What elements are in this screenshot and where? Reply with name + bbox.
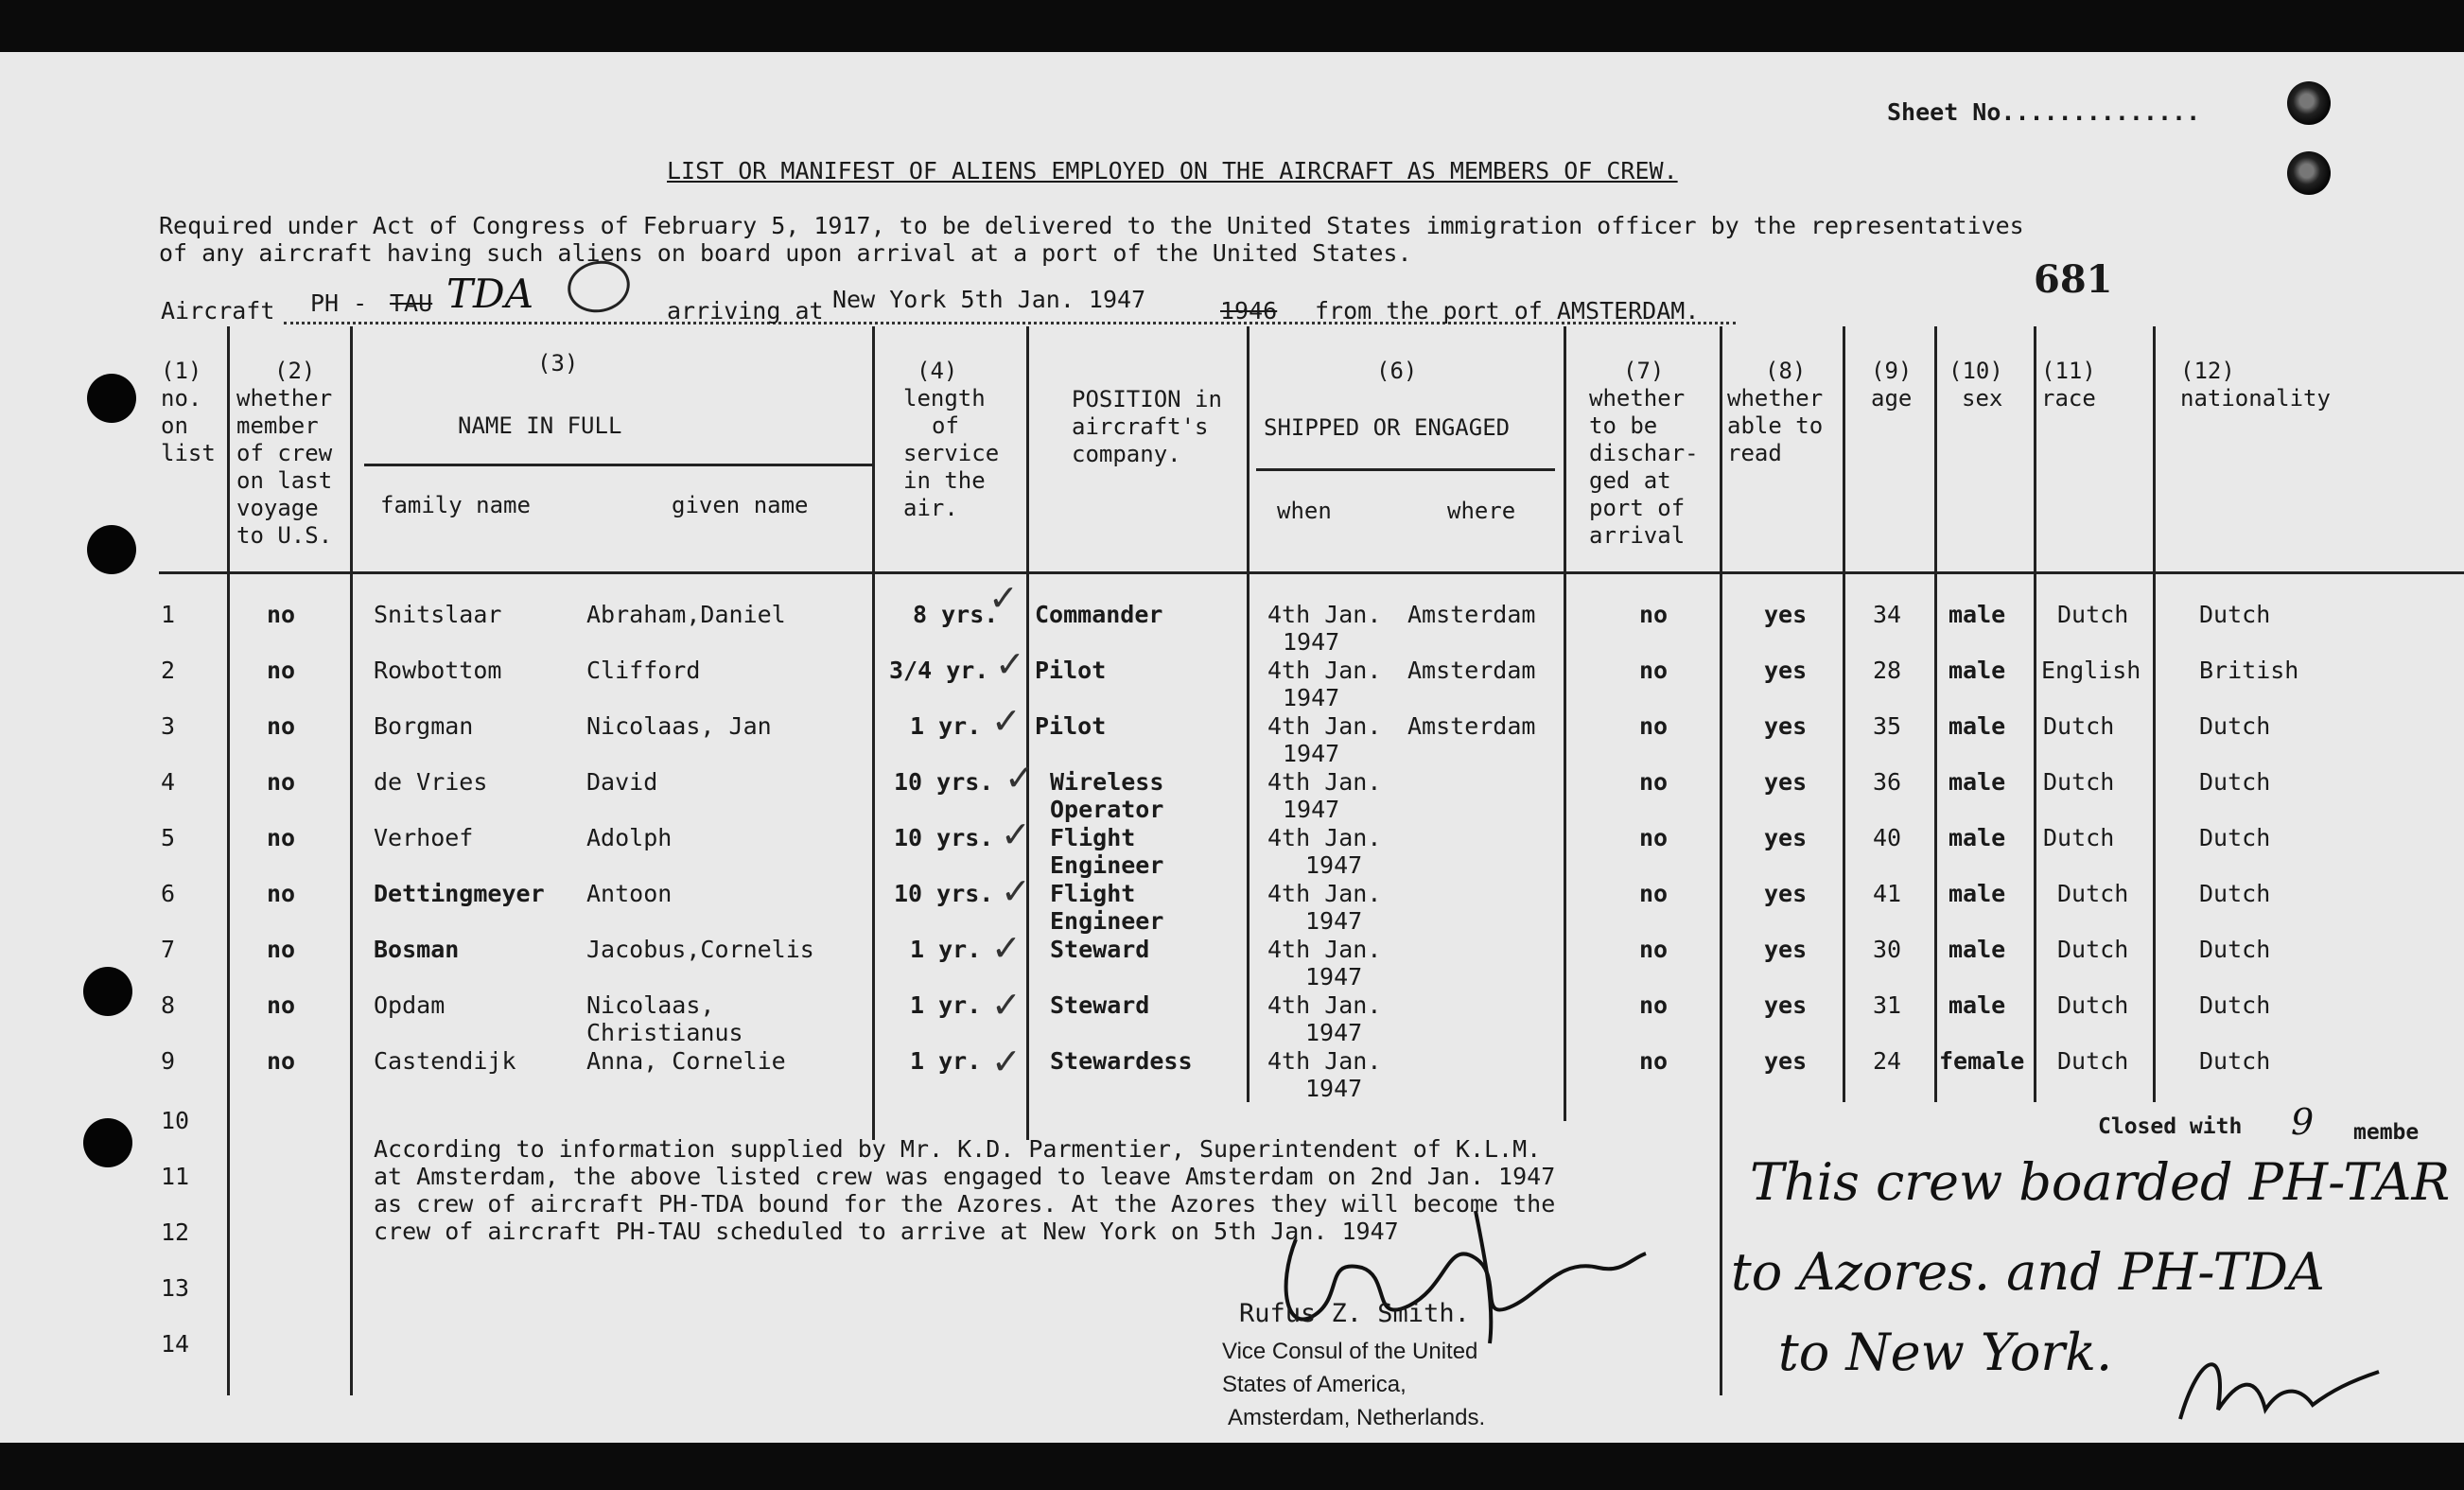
able-to-read: yes: [1764, 657, 1808, 684]
discharged: no: [1639, 880, 1669, 907]
able-to-read: yes: [1764, 1047, 1808, 1075]
row-number: 12: [161, 1218, 190, 1246]
check-mark-icon: ✓: [995, 643, 1025, 685]
service-length: 10 yrs.: [894, 880, 994, 907]
service-length: 10 yrs.: [894, 824, 994, 851]
family-name: Dettingmeyer: [374, 880, 545, 907]
service-length: 3/4 yr.: [889, 657, 989, 684]
family-name: Borgman: [374, 712, 474, 740]
service-length: 1 yr.: [910, 712, 982, 740]
engaged-year: 1947: [1283, 740, 1340, 767]
engaged-when: 4th Jan.: [1267, 880, 1382, 907]
service-length: 8 yrs.: [913, 601, 999, 628]
signer-name: Rufus Z. Smith.: [1239, 1299, 1470, 1328]
check-mark-icon: ✓: [991, 927, 1022, 969]
check-mark-icon: ✓: [991, 1041, 1022, 1082]
punch-hole: [87, 374, 136, 423]
arriving-value: New York 5th Jan. 1947: [832, 286, 1146, 313]
table-row: [0, 1047, 2464, 1103]
nationality: Dutch: [2199, 712, 2271, 740]
col3-family: family name: [380, 492, 531, 518]
table-row: [0, 824, 2464, 880]
discharged: no: [1639, 936, 1669, 963]
service-length: 1 yr.: [910, 936, 982, 963]
nationality: Dutch: [2199, 824, 2271, 851]
engaged-year: 1947: [1305, 963, 1363, 990]
engaged-year: 1947: [1283, 684, 1340, 711]
engaged-when: 4th Jan.: [1267, 824, 1382, 851]
given-name: Adolph: [586, 824, 673, 851]
age: 28: [1873, 657, 1902, 684]
engaged-where: Amsterdam: [1407, 601, 1536, 628]
col7-header: (7) whether to be dischar- ged at port of arrival: [1589, 358, 1699, 549]
note-line-3: as crew of aircraft PH-TDA bound for the Azores. At the Azores they will become the: [374, 1190, 1556, 1218]
sex: male: [1948, 657, 2006, 684]
col1-header: (1) no. on list: [161, 358, 216, 466]
check-mark-icon: ✓: [1001, 870, 1031, 912]
intro-line-2: of any aircraft having such aliens on board upon arrival at a port of the United States.: [159, 239, 1412, 267]
closed-with-count: 9: [2291, 1101, 2315, 1143]
service-length: 1 yr.: [910, 1047, 982, 1075]
position: Steward: [1050, 936, 1150, 963]
prev-voyage: no: [267, 880, 296, 907]
punch-hole: [83, 1118, 132, 1167]
engaged-year: 1947: [1305, 907, 1363, 935]
able-to-read: yes: [1764, 880, 1808, 907]
sex: male: [1948, 601, 2006, 628]
closed-with-suffix: membe: [2353, 1120, 2420, 1145]
engaged-year: 1947: [1305, 1075, 1363, 1102]
able-to-read: yes: [1764, 712, 1808, 740]
col5-header: POSITION in aircraft's company.: [1072, 386, 1222, 467]
age: 35: [1873, 712, 1902, 740]
able-to-read: yes: [1764, 824, 1808, 851]
row-number: 5: [161, 824, 176, 851]
col2-header: (2) whether member of crew on last voyage to U.S.: [236, 358, 333, 549]
header-bottom-rule: [159, 571, 2464, 574]
able-to-read: yes: [1764, 768, 1808, 796]
signature-scrawl: [1258, 1201, 1655, 1353]
check-mark-icon: ✓: [1001, 814, 1031, 855]
table-row: [0, 712, 2464, 768]
sheet-number-label: Sheet No..............: [1887, 98, 2201, 126]
check-mark-icon: ✓: [988, 577, 1019, 619]
given-name: Abraham,Daniel: [586, 601, 786, 628]
position: Flight: [1050, 824, 1136, 851]
col6-when: when: [1277, 498, 1332, 524]
consul-stamp-line-3: Amsterdam, Netherlands.: [1228, 1405, 1486, 1430]
prev-voyage: no: [267, 991, 296, 1019]
race: Dutch: [2057, 880, 2129, 907]
prev-voyage: no: [267, 601, 296, 628]
engaged-when: 4th Jan.: [1267, 768, 1382, 796]
engaged-when: 4th Jan.: [1267, 657, 1382, 684]
sex: male: [1948, 880, 2006, 907]
discharged: no: [1639, 768, 1669, 796]
row-number: 2: [161, 657, 176, 684]
table-row: [0, 880, 2464, 936]
position: Stewardess: [1050, 1047, 1193, 1075]
nationality: Dutch: [2199, 991, 2271, 1019]
position-line-2: Engineer: [1050, 907, 1164, 935]
position: Wireless: [1050, 768, 1164, 796]
position: Steward: [1050, 991, 1150, 1019]
position: Flight: [1050, 880, 1136, 907]
given-name: Nicolaas, Jan: [586, 712, 772, 740]
age: 36: [1873, 768, 1902, 796]
discharged: no: [1639, 824, 1669, 851]
table-row: [0, 768, 2464, 824]
able-to-read: yes: [1764, 936, 1808, 963]
sex: male: [1948, 768, 2006, 796]
form-title: LIST OR MANIFEST OF ALIENS EMPLOYED ON THE AIRCRAFT AS MEMBERS OF CREW.: [667, 157, 1678, 184]
race: Dutch: [2043, 712, 2115, 740]
col4-header: (4) length of service in the air.: [903, 358, 1000, 521]
aircraft-label: Aircraft: [161, 297, 275, 324]
family-name: Castendijk: [374, 1047, 516, 1075]
discharged: no: [1639, 712, 1669, 740]
col8-header: (8) whether able to read: [1727, 358, 1824, 466]
closed-with-label: Closed with: [2098, 1114, 2243, 1139]
row-number: 11: [161, 1163, 190, 1190]
row-number: 3: [161, 712, 176, 740]
intro-line-1: Required under Act of Congress of February 5, 1917, to be delivered to the United States immigration officer by the representatives: [159, 212, 2024, 239]
race: Dutch: [2057, 601, 2129, 628]
family-name: Rowbottom: [374, 657, 502, 684]
prev-voyage: no: [267, 1047, 296, 1075]
service-length: 1 yr.: [910, 991, 982, 1019]
row-number: 10: [161, 1107, 190, 1134]
age: 31: [1873, 991, 1902, 1019]
age: 34: [1873, 601, 1902, 628]
nationality: Dutch: [2199, 936, 2271, 963]
from-port: from the port of AMSTERDAM.: [1315, 297, 1700, 324]
arriving-label: arriving at: [667, 297, 824, 324]
nationality: Dutch: [2199, 601, 2271, 628]
row-number: 6: [161, 880, 176, 907]
engaged-when: 4th Jan.: [1267, 991, 1382, 1019]
sex: male: [1948, 936, 2006, 963]
service-length: 10 yrs.: [894, 768, 994, 796]
race: Dutch: [2057, 936, 2129, 963]
note-line-2: at Amsterdam, the above listed crew was engaged to leave Amsterdam on 2nd Jan. 1947: [374, 1163, 1556, 1190]
age: 24: [1873, 1047, 1902, 1075]
given-name: Antoon: [586, 880, 673, 907]
col9-header: (9) age: [1871, 358, 1913, 412]
handwritten-note-line-2: to Azores. and PH-TDA: [1731, 1242, 2325, 1302]
race: Dutch: [2057, 1047, 2129, 1075]
nationality: Dutch: [2199, 880, 2271, 907]
col6-number: (6): [1376, 358, 1418, 384]
given-name: Anna, Cornelie: [586, 1047, 786, 1075]
note-line-4: crew of aircraft PH-TAU scheduled to arrive at New York on 5th Jan. 1947: [374, 1218, 1399, 1245]
col11-header: (11) race: [2041, 358, 2096, 412]
engaged-year: 1947: [1305, 851, 1363, 879]
engaged-year: 1947: [1283, 796, 1340, 823]
table-row: [0, 991, 2464, 1047]
row-number: 1: [161, 601, 176, 628]
sex: male: [1948, 712, 2006, 740]
family-name: Opdam: [374, 991, 446, 1019]
race: Dutch: [2043, 824, 2115, 851]
discharged: no: [1639, 991, 1669, 1019]
family-name: Snitslaar: [374, 601, 502, 628]
initials-scrawl: [2171, 1334, 2388, 1438]
nationality: Dutch: [2199, 768, 2271, 796]
engaged-where: Amsterdam: [1407, 657, 1536, 684]
race: English: [2041, 657, 2141, 684]
col10-header: (10) sex: [1948, 358, 2003, 412]
given-name: David: [586, 768, 658, 796]
nationality: Dutch: [2199, 1047, 2271, 1075]
given-name: Nicolaas,: [586, 991, 715, 1019]
row-number: 9: [161, 1047, 176, 1075]
position-line-2: Operator: [1050, 796, 1164, 823]
prev-voyage: no: [267, 936, 296, 963]
rivet-icon: [2287, 151, 2331, 195]
table-row: [0, 657, 2464, 712]
position: Pilot: [1035, 657, 1107, 684]
prev-voyage: no: [267, 824, 296, 851]
sex: female: [1939, 1047, 2025, 1075]
engaged-when: 4th Jan.: [1267, 601, 1382, 628]
consul-stamp-line-2: States of America,: [1222, 1372, 1407, 1397]
punch-hole: [87, 525, 136, 574]
check-mark-icon: ✓: [1005, 757, 1035, 798]
name-header-rule: [364, 464, 873, 466]
able-to-read: yes: [1764, 991, 1808, 1019]
family-name: Verhoef: [374, 824, 474, 851]
row-number: 8: [161, 991, 176, 1019]
able-to-read: yes: [1764, 601, 1808, 628]
sex: male: [1948, 824, 2006, 851]
aircraft-prefix: PH -: [310, 289, 368, 317]
stamp-number: 681: [2034, 257, 2113, 302]
given-name-line-2: Christianus: [586, 1019, 743, 1046]
aircraft-handwritten: TDA: [446, 271, 534, 317]
row-number: 13: [161, 1274, 190, 1302]
race: Dutch: [2057, 991, 2129, 1019]
discharged: no: [1639, 1047, 1669, 1075]
col3-number: (3): [537, 350, 579, 377]
row-number: 4: [161, 768, 176, 796]
shipped-header-rule: [1256, 468, 1555, 471]
row-number: 7: [161, 936, 176, 963]
age: 30: [1873, 936, 1902, 963]
engaged-year: 1947: [1283, 628, 1340, 656]
prev-voyage: no: [267, 768, 296, 796]
table-row: [0, 601, 2464, 657]
handwritten-note-line-1: This crew boarded PH-TAR: [1750, 1152, 2451, 1212]
position-line-2: Engineer: [1050, 851, 1164, 879]
prev-voyage: no: [267, 712, 296, 740]
col6-where: where: [1447, 498, 1516, 524]
table-row: [0, 936, 2464, 991]
position: Commander: [1035, 601, 1163, 628]
sex: male: [1948, 991, 2006, 1019]
engaged-when: 4th Jan.: [1267, 936, 1382, 963]
discharged: no: [1639, 657, 1669, 684]
row-number: 14: [161, 1330, 190, 1358]
note-line-1: According to information supplied by Mr. K.D. Parmentier, Superintendent of K.L.M.: [374, 1135, 1542, 1163]
nationality: British: [2199, 657, 2299, 684]
engaged-where: Amsterdam: [1407, 712, 1536, 740]
given-name: Clifford: [586, 657, 701, 684]
col3-title: NAME IN FULL: [458, 412, 622, 439]
consul-stamp-line-1: Vice Consul of the United: [1222, 1339, 1478, 1364]
age: 40: [1873, 824, 1902, 851]
rivet-icon: [2287, 81, 2331, 125]
prev-voyage: no: [267, 657, 296, 684]
handwritten-note-line-3: to New York.: [1778, 1323, 2113, 1382]
age: 41: [1873, 880, 1902, 907]
engaged-year: 1947: [1305, 1019, 1363, 1046]
discharged: no: [1639, 601, 1669, 628]
given-name: Jacobus,Cornelis: [586, 936, 814, 963]
year-struck: 1946: [1220, 297, 1278, 324]
check-mark-icon: ✓: [991, 700, 1022, 742]
col6-title: SHIPPED OR ENGAGED: [1264, 414, 1511, 441]
engaged-when: 4th Jan.: [1267, 1047, 1382, 1075]
family-name: Bosman: [374, 936, 460, 963]
engaged-when: 4th Jan.: [1267, 712, 1382, 740]
col12-header: (12) nationality: [2180, 358, 2331, 412]
race: Dutch: [2043, 768, 2115, 796]
col3-given: given name: [672, 492, 809, 518]
aircraft-struck: TAU: [390, 289, 433, 317]
check-mark-icon: ✓: [991, 984, 1022, 1025]
family-name: de Vries: [374, 768, 488, 796]
position: Pilot: [1035, 712, 1107, 740]
